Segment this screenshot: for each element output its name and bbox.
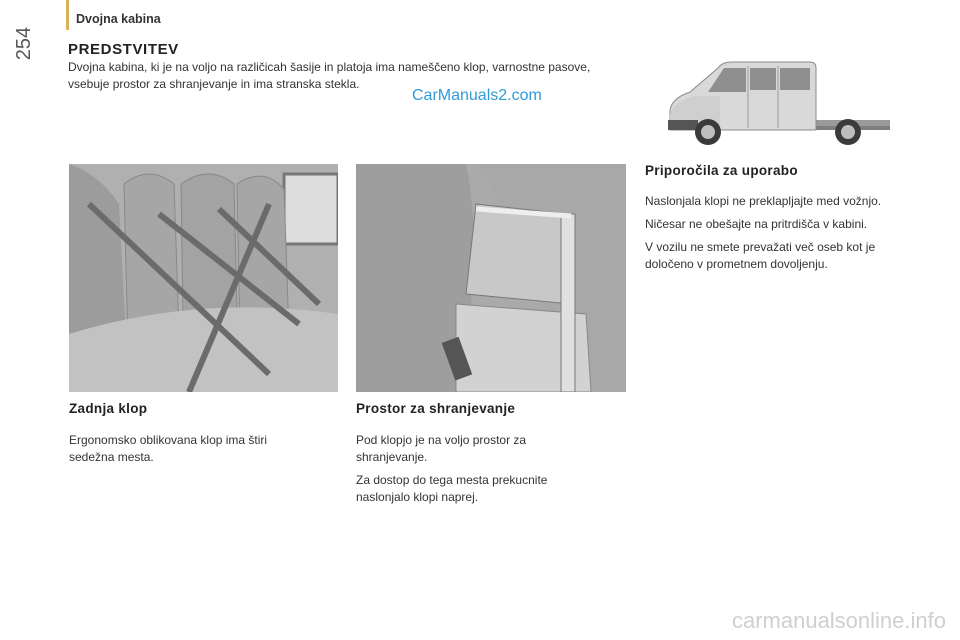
storage-text (356, 432, 586, 512)
page-number (14, 10, 64, 70)
footer-watermark: carmanualsonline.info (731, 608, 946, 633)
intro-heading: PREDSTVITEV (68, 41, 179, 58)
storage-photo (356, 164, 626, 392)
storage-paragraph: Za dostop do tega mesta prekucnite naslonjalo klopi naprej. (356, 473, 548, 504)
recommendation-item: Naslonjala klopi ne preklapljajte med vožnjo. (645, 194, 882, 208)
recommendations-text (645, 193, 920, 279)
recommendation-item: Ničesar ne obešajte na pritrdišča v kabini. (645, 217, 868, 231)
recommendations-heading: Priporočila za uporabo (645, 163, 798, 178)
storage-heading: Prostor za shranjevanje (356, 401, 516, 416)
page-number-text: 254 (13, 26, 36, 61)
watermark-top: CarManuals2.com (412, 87, 542, 104)
header-accent-bar (66, 0, 69, 30)
section-title: Dvojna kabina (76, 12, 161, 26)
intro-text: Dvojna kabina, ki je na voljo na različicah šasije in platoja ima nameščeno klop, varnostne pasove, vsebuje prostor za shranjevanje in ima stranska stekla. (68, 60, 591, 91)
rear-bench-text: Ergonomsko oblikovana klop ima štiri sedežna mesta. (69, 433, 268, 464)
recommendation-item: V vozilu ne smete prevažati več oseb kot je določeno v prometnem dovoljenju. (645, 240, 876, 271)
rear-bench-photo (69, 164, 338, 392)
van-illustration (660, 52, 900, 152)
storage-paragraph: Pod klopjo je na voljo prostor za shranjevanje. (356, 433, 527, 464)
rear-bench-heading: Zadnja klop (69, 401, 148, 416)
